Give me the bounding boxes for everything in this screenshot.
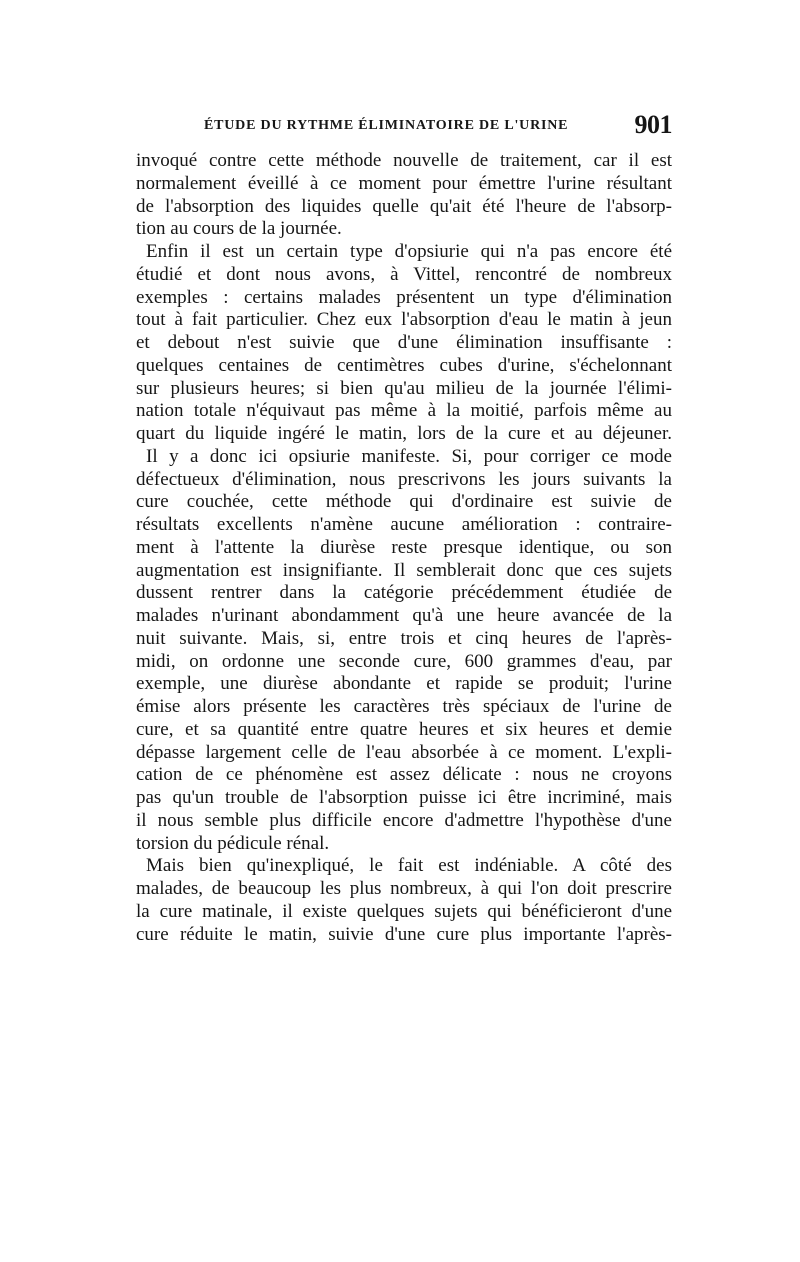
text-line: Mais bien qu'inexpliqué, le fait est indéniable. A côté des — [146, 855, 672, 877]
text-line: tion au cours de la journée. — [136, 218, 342, 240]
text-line: midi, on ordonne une seconde cure, 600 grammes d'eau, par — [136, 650, 672, 672]
text-line: malades, de beaucoup les plus nombreux, à qui l'on doit prescrire — [136, 878, 672, 899]
text-line: normalement éveillé à ce moment pour émettre l'urine résultant — [136, 172, 672, 194]
text-line: Il y a donc ici opsiurie manifeste. Si, pour corriger ce mode — [146, 445, 672, 467]
text-line: résultats excellents n'amène aucune amélioration : contraire- — [136, 514, 672, 535]
text-line: étudié et dont nous avons, à Vittel, rencontré de nombreux — [136, 263, 672, 285]
text-line: Enfin il est un certain type d'opsiurie qui n'a pas encore été — [146, 241, 672, 262]
text-line: défectueux d'élimination, nous prescrivons les jours suivants la — [136, 468, 672, 490]
text-line: cure, et sa quantité entre quatre heures et six heures et demie — [136, 718, 672, 740]
page-number: 901 — [634, 110, 672, 139]
text-line: malades n'urinant abondamment qu'à une heure avancée de la — [136, 605, 672, 626]
text-line: nuit suivante. Mais, si, entre trois et cinq heures de l'après- — [136, 627, 672, 649]
text-line: torsion du pédicule rénal. — [136, 832, 330, 854]
running-head — [136, 110, 672, 146]
text-line: dépasse largement celle de l'eau absorbée à ce moment. L'expli- — [136, 741, 672, 763]
text-line: ment à l'attente la diurèse reste presque identique, ou son — [136, 536, 672, 558]
text-line: de l'absorption des liquides quelle qu'ait été l'heure de l'absorp- — [136, 195, 672, 217]
text-line: nation totale n'équivaut pas même à la moitié, parfois même au — [136, 400, 672, 422]
text-line: émise alors présente les caractères très spéciaux de l'urine de — [136, 696, 672, 717]
text-line: cure réduite le matin, suivie d'une cure plus importante l'après- — [136, 923, 672, 945]
text-line: cation de ce phénomène est assez délicate : nous ne croyons — [136, 764, 672, 786]
text-line: exemple, une diurèse abondante et rapide se produit; l'urine — [136, 673, 672, 695]
text-line: dussent rentrer dans la catégorie précédemment étudiée de — [136, 582, 672, 604]
body-text — [136, 150, 672, 946]
text-line: il nous semble plus difficile encore d'admettre l'hypothèse d'une — [136, 809, 672, 831]
running-title: ÉTUDE DU RYTHME ÉLIMINATOIRE DE L'URINE — [204, 118, 569, 133]
text-line: quart du liquide ingéré le matin, lors de la cure et au déjeuner. — [136, 423, 672, 444]
text-line: augmentation est insignifiante. Il semblerait donc que ces sujets — [136, 559, 672, 581]
text-line: quelques centaines de centimètres cubes d'urine, s'échelonnant — [136, 354, 672, 376]
text-line: et debout n'est suivie que d'une élimination insuffisante : — [136, 332, 672, 353]
text-line: cure couchée, cette méthode qui d'ordinaire est suivie de — [136, 491, 672, 513]
text-line: la cure matinale, il existe quelques sujets qui bénéficieront d'une — [136, 900, 672, 922]
text-line: invoqué contre cette méthode nouvelle de traitement, car il est — [136, 150, 672, 171]
text-line: pas qu'un trouble de l'absorption puisse ici être incriminé, mais — [136, 787, 672, 808]
text-line: sur plusieurs heures; si bien qu'au milieu de la journée l'élimi- — [136, 377, 672, 399]
text-line: exemples : certains malades présentent un type d'élimination — [136, 286, 672, 308]
text-line: tout à fait particulier. Chez eux l'absorption d'eau le matin à jeun — [136, 309, 672, 331]
